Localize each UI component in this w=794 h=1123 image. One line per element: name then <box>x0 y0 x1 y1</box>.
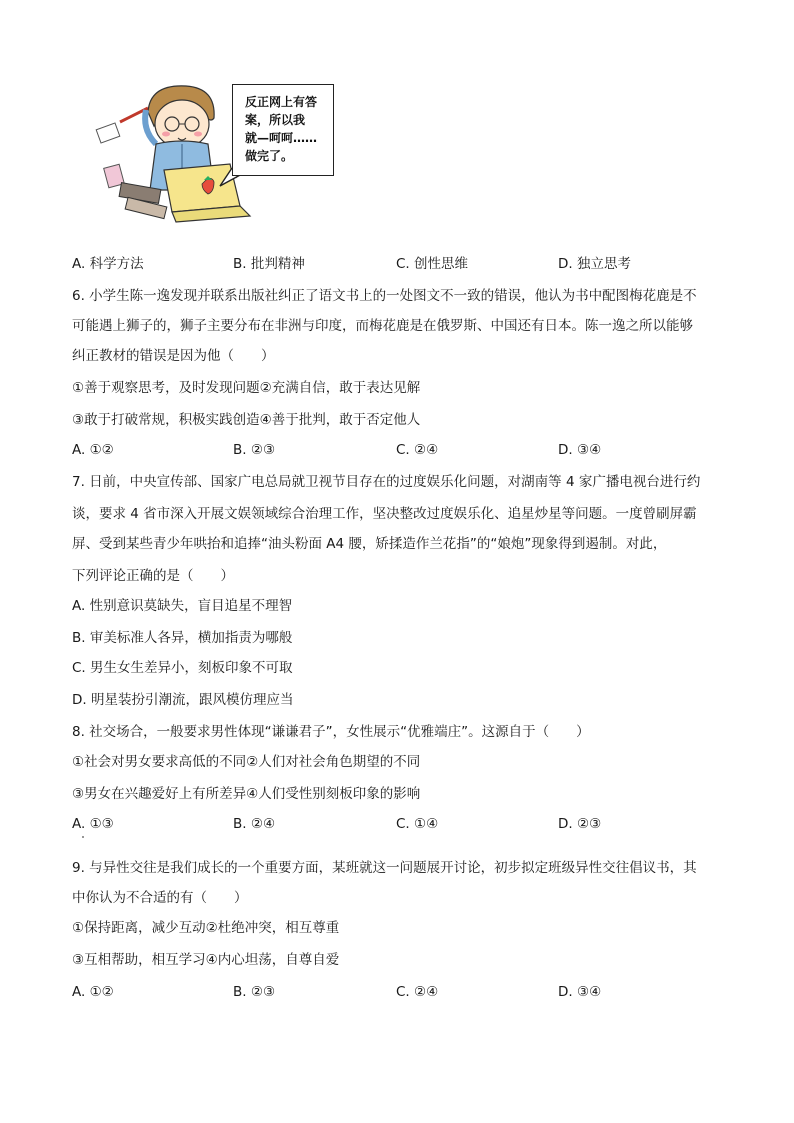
q6-option-b: B. ②③ <box>233 442 276 458</box>
q8-stem-line: 8. 社交场合，一般要求男性体现“谦谦君子”，女性展示“优雅端庄”。这源自于（ ） <box>72 724 590 740</box>
q6-option-a: A. ①② <box>72 442 114 458</box>
q5-option-b: B. 批判精神 <box>233 256 305 272</box>
q8-statement: ③男女在兴趣爱好上有所差异④人们受性别刻板印象的影响 <box>72 786 421 802</box>
q7-option-b: B. 审美标准人各异，横加指责为哪般 <box>72 630 293 646</box>
q8-option-b: B. ②④ <box>233 816 276 832</box>
q5-option-a: A. 科学方法 <box>72 256 144 272</box>
speech-line: 案，所以我 <box>245 113 306 127</box>
q9-statement: ③互相帮助，相互学习④内心坦荡，自尊自爱 <box>72 952 340 968</box>
q6-stem-line: 纠正教材的错误是因为他（ ） <box>72 348 275 364</box>
q5-option-d: D. 独立思考 <box>558 256 631 272</box>
q9-option-b: B. ②③ <box>233 984 276 1000</box>
q6-statement: ①善于观察思考，及时发现问题②充满自信，敢于表达见解 <box>72 380 421 396</box>
q9-statement: ①保持距离，减少互动②杜绝冲突，相互尊重 <box>72 920 340 936</box>
q6-stem-line: 可能遇上狮子的，狮子主要分布在非洲与印度，而梅花鹿是在俄罗斯、中国还有日本。陈一逸之所以能够 <box>72 318 693 334</box>
stray-dot <box>82 836 84 838</box>
q9-option-a: A. ①② <box>72 984 114 1000</box>
q7-stem-line: 下列评论正确的是（ ） <box>72 568 234 584</box>
q9-stem-line: 9. 与异性交往是我们成长的一个重要方面，某班就这一问题展开讨论，初步拟定班级异性交往倡议书，其 <box>72 860 697 876</box>
speech-line: 做完了。 <box>245 149 294 163</box>
q6-statement: ③敢于打破常规，积极实践创造④善于批判，敢于否定他人 <box>72 412 421 428</box>
q7-option-c: C. 男生女生差异小，刻板印象不可取 <box>72 660 293 676</box>
q6-stem-line: 6. 小学生陈一逸发现并联系出版社纠正了语文书上的一处图文不一致的错误，他认为书中配图梅花鹿是不 <box>72 288 697 304</box>
q7-option-d: D. 明星装扮引潮流，跟风模仿理应当 <box>72 692 294 708</box>
speech-bubble <box>232 84 334 176</box>
q6-option-c: C. ②④ <box>396 442 439 458</box>
speech-line: 就—呵呵…… <box>245 131 318 145</box>
q6-option-d: D. ③④ <box>558 442 602 458</box>
q8-option-d: D. ②③ <box>558 816 602 832</box>
q7-stem-line: 屏、受到某些青少年哄抬和追捧“油头粉面 A4 腰，矫揉造作兰花指”的“娘炮”现象得到遏制。对此， <box>72 536 667 552</box>
speech-line: 反正网上有答 <box>245 95 318 109</box>
q9-option-d: D. ③④ <box>558 984 602 1000</box>
q9-option-c: C. ②④ <box>396 984 439 1000</box>
q9-stem-line: 中你认为不合适的有（ ） <box>72 890 248 906</box>
q7-stem-line: 谈，要求 4 省市深入开展文娱领域综合治理工作，坚决整改过度娱乐化、追星炒星等问题。一度曾刷屏霸 <box>72 506 697 522</box>
q8-option-a: A. ①③ <box>72 816 114 832</box>
q8-statement: ①社会对男女要求高低的不同②人们对社会角色期望的不同 <box>72 754 421 770</box>
q7-option-a: A. 性别意识莫缺失，盲目追星不理智 <box>72 598 293 614</box>
cartoon-illustration <box>90 78 340 240</box>
q8-option-c: C. ①④ <box>396 816 439 832</box>
q5-option-c: C. 创性思维 <box>396 256 469 272</box>
q7-stem-line: 7. 日前，中央宣传部、国家广电总局就卫视节目存在的过度娱乐化问题，对湖南等 4 家广播电视台进行约 <box>72 474 701 490</box>
